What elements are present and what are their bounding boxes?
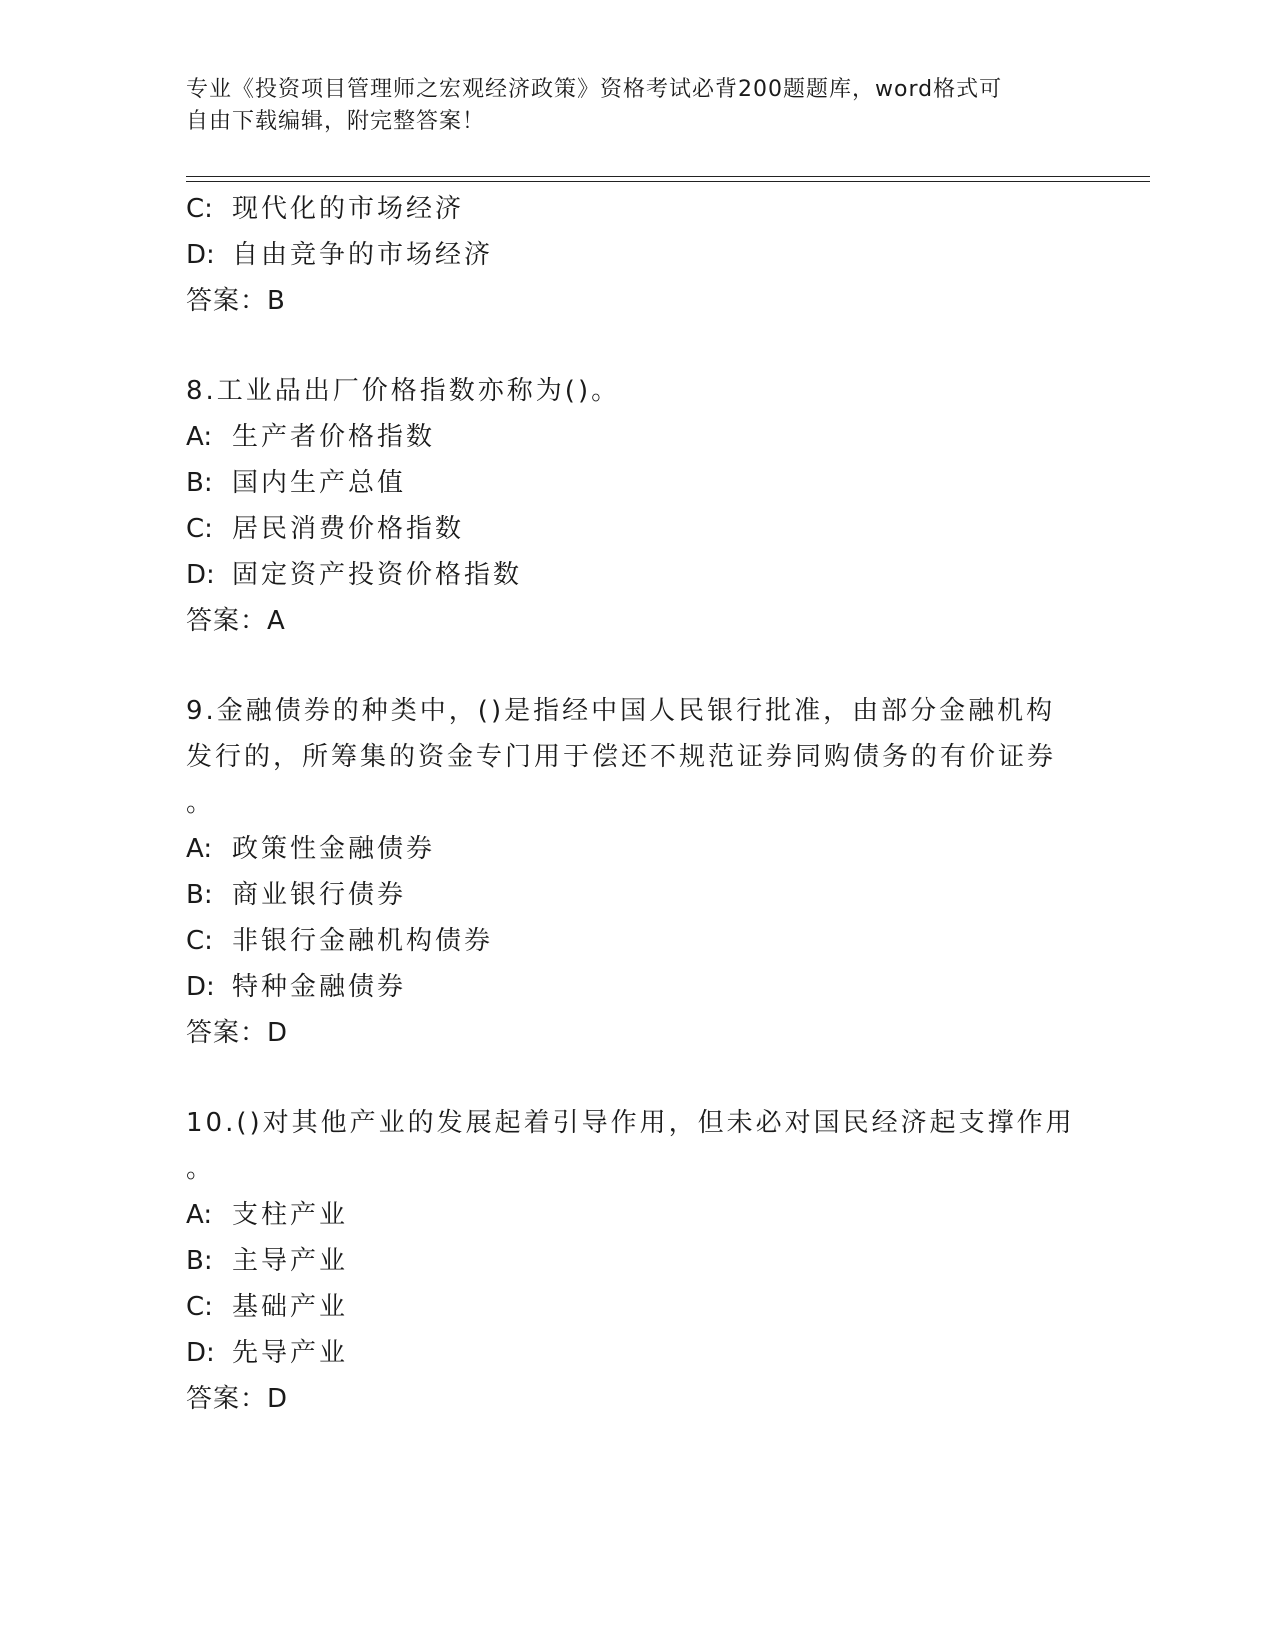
- answer-label: 答案：D: [186, 1018, 289, 1048]
- option-c: C: 现代化的市场经济: [186, 194, 465, 224]
- option-b: B: 国内生产总值: [186, 468, 407, 498]
- option-d: D: 固定资产投资价格指数: [186, 560, 523, 590]
- option-c: C: 非银行金融机构债券: [186, 926, 494, 956]
- option-c: C: 基础产业: [186, 1292, 349, 1322]
- answer-label: 答案：B: [186, 286, 286, 316]
- option-a: A: 政策性金融债券: [186, 834, 436, 864]
- spacer: [186, 324, 1086, 368]
- question-7-continued: [186, 186, 1086, 324]
- question-10: [186, 1100, 1086, 1422]
- question-text: 8.工业品出厂价格指数亦称为()。: [186, 376, 621, 406]
- option-d: D: 自由竞争的市场经济: [186, 240, 494, 270]
- question-text-line-1: 9.金融债券的种类中，()是指经中国人民银行批准，由部分金融机构: [186, 696, 1056, 726]
- header-line-1: 专业《投资项目管理师之宏观经济政策》资格考试必背200题题库，word格式可: [186, 77, 1003, 102]
- answer-label: 答案：D: [186, 1384, 289, 1414]
- question-text-line-2: 。: [186, 1154, 216, 1184]
- spacer: [186, 1056, 1086, 1100]
- document-header: [186, 74, 1066, 138]
- question-8: [186, 368, 1086, 644]
- option-d: D: 先导产业: [186, 1338, 349, 1368]
- header-rule-top: [186, 176, 1150, 177]
- option-c: C: 居民消费价格指数: [186, 514, 465, 544]
- header-line-2: 自由下载编辑，附完整答案！: [186, 109, 486, 134]
- question-text-line-1: 10.()对其他产业的发展起着引导作用，但未必对国民经济起支撑作用: [186, 1108, 1075, 1138]
- option-b: B: 商业银行债券: [186, 880, 407, 910]
- question-9: [186, 688, 1086, 1056]
- question-text-line-3: 。: [186, 788, 216, 818]
- option-d: D: 特种金融债券: [186, 972, 407, 1002]
- spacer: [186, 644, 1086, 688]
- header-rule-bottom: [186, 181, 1150, 182]
- option-a: A: 支柱产业: [186, 1200, 349, 1230]
- option-b: B: 主导产业: [186, 1246, 349, 1276]
- answer-label: 答案：A: [186, 606, 286, 636]
- question-content: [186, 186, 1086, 1422]
- question-text-line-2: 发行的，所筹集的资金专门用于偿还不规范证券同购债务的有价证券: [186, 742, 1057, 772]
- option-a: A: 生产者价格指数: [186, 422, 436, 452]
